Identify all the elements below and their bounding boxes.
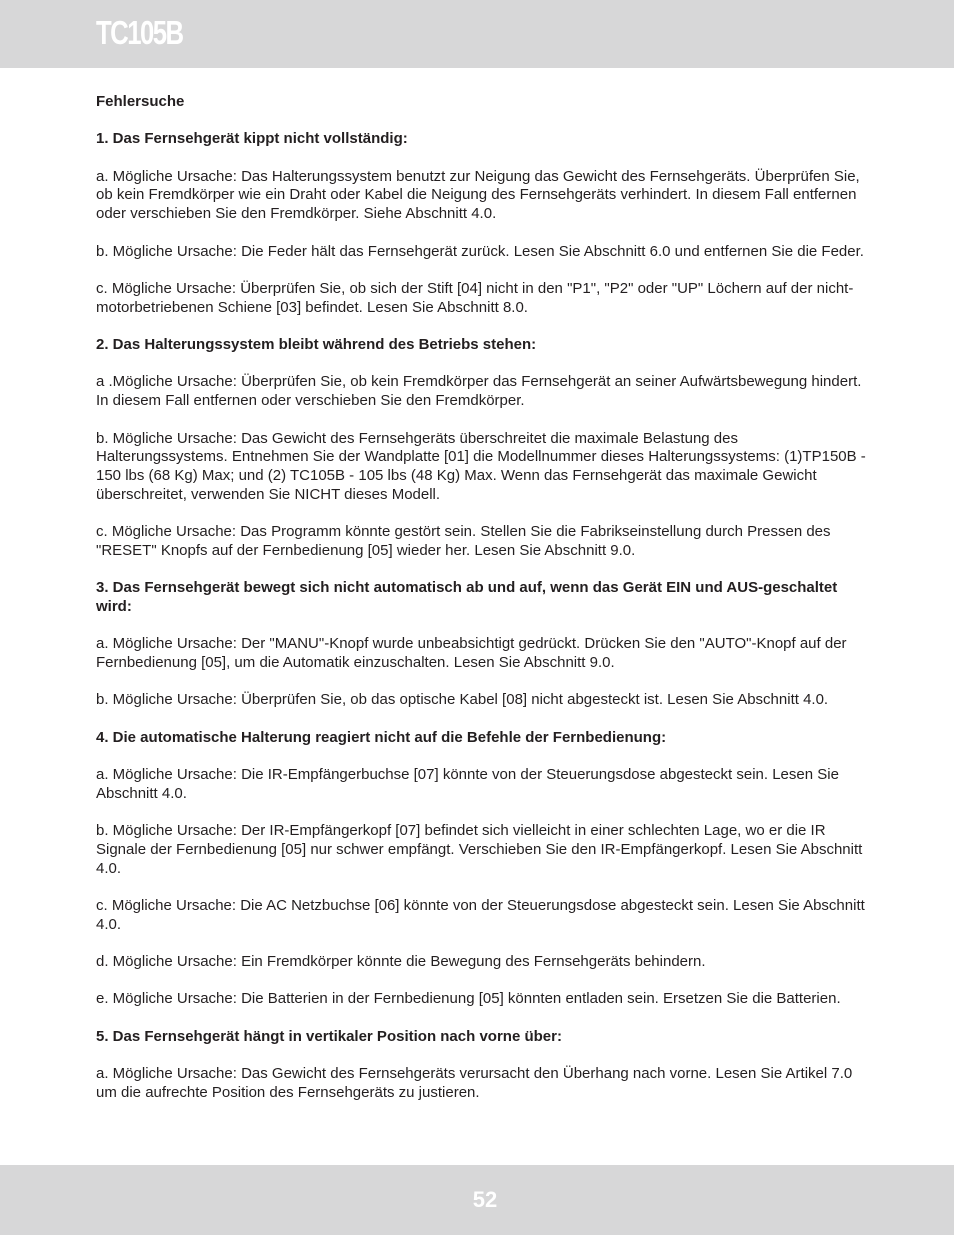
paragraph: a. Mögliche Ursache: Der "MANU"-Knopf wurde unbeabsichtigt gedrückt. Drücken Sie den "AUTO"-Knopf auf der Fernbedienung [05], um die Automatik einzuschalten. Lesen Sie Abschnitt 9.0. bbox=[96, 635, 847, 671]
page-number: 52 bbox=[472, 1187, 498, 1212]
paragraph: c. Mögliche Ursache: Die AC Netzbuchse [06] könnte von der Steuerungsdose abgesteckt sein. Lesen Sie Abschnitt 4.0. bbox=[96, 897, 865, 933]
paragraph: d. Mögliche Ursache: Ein Fremdkörper könnte die Bewegung des Fernsehgeräts behindern. bbox=[96, 953, 706, 971]
paragraph: a. Mögliche Ursache: Das Gewicht des Fernsehgeräts verursacht den Überhang nach vorne. Lesen Sie Artikel 7.0 um die aufrechte Position des Fernsehgeräts zu justieren. bbox=[96, 1065, 853, 1101]
model-name: TC105B bbox=[96, 14, 183, 51]
paragraph: a. Mögliche Ursache: Das Halterungssystem benutzt zur Neigung das Gewicht des Fernsehgeräts. Überprüfen Sie, ob kein Fremdkörper wie ein Draht oder Kabel die Neigung des Fernsehgeräts verhindert. In diesem Fall entfernen oder verschieben Sie den Fremdkörper. Siehe Abschnitt 4.0. bbox=[96, 167, 860, 223]
document-body bbox=[96, 93, 866, 1121]
section-heading: 3. Das Fernsehgerät bewegt sich nicht automatisch ab und auf, wenn das Gerät EIN und AUS-geschaltet wird: bbox=[96, 579, 838, 615]
section-heading: 5. Das Fernsehgerät hängt in vertikaler Position nach vorne über: bbox=[96, 1027, 562, 1045]
paragraph: a .Mögliche Ursache: Überprüfen Sie, ob kein Fremdkörper das Fernsehgerät an seiner Aufwärtsbewegung hindert. In diesem Fall entfernen oder verschieben Sie den Fremdkörper. bbox=[96, 373, 862, 410]
paragraph: b. Mögliche Ursache: Überprüfen Sie, ob das optische Kabel [08] nicht abgesteckt ist. Lesen Sie Abschnitt 4.0. bbox=[96, 691, 829, 709]
paragraph: a. Mögliche Ursache: Die IR-Empfängerbuchse [07] könnte von der Steuerungsdose abgesteckt sein. Lesen Sie Abschnitt 4.0. bbox=[96, 766, 839, 802]
page-footer bbox=[0, 1165, 954, 1235]
section-heading: 2. Das Halterungssystem bleibt während des Betriebs stehen: bbox=[96, 336, 537, 354]
paragraph: b. Mögliche Ursache: Das Gewicht des Fernsehgeräts überschreitet die maximale Belastung des Halterungssystems. Entnehmen Sie der Wandplatte [01] die Modellnummer dieses Halterungssystems: (1)TP150B - 150 lbs (68 Kg) Max; und (2) TC105B - 105 lbs (48 Kg) Max. Wenn das Fernsehgerät das maximale Gewicht überschreitet, verwenden Sie NICHT dieses Modell. bbox=[96, 429, 866, 503]
section-heading: 4. Die automatische Halterung reagiert nicht auf die Befehle der Fernbedienung: bbox=[96, 728, 667, 746]
paragraph: c. Mögliche Ursache: Überprüfen Sie, ob sich der Stift [04] nicht in den "P1", "P2" oder "UP" Löchern auf der nicht-motorbetriebenen Schiene [03] befindet. Lesen Sie Abschnitt 8.0. bbox=[96, 279, 854, 316]
paragraph: c. Mögliche Ursache: Das Programm könnte gestört sein. Stellen Sie die Fabrikseinstellung durch Pressen des "RESET" Knopfs auf der Fernbedienung [05] wieder her. Lesen Sie Abschnitt 9.0. bbox=[96, 523, 831, 559]
paragraph: b. Mögliche Ursache: Der IR-Empfängerkopf [07] befindet sich vielleicht in einer schlechten Lage, wo er die IR Signale der Fernbedienung [05] nur schwer empfängt. Verschieben Sie den IR-Empfängerkopf. Lesen Sie Abschnitt 4.0. bbox=[96, 822, 863, 877]
page-title: Fehlersuche bbox=[96, 93, 185, 110]
section-heading: 1. Das Fernsehgerät kippt nicht vollständig: bbox=[96, 130, 408, 148]
paragraph: b. Mögliche Ursache: Die Feder hält das Fernsehgerät zurück. Lesen Sie Abschnitt 6.0 und entfernen Sie die Feder. bbox=[96, 242, 864, 260]
paragraph: e. Mögliche Ursache: Die Batterien in der Fernbedienung [05] könnten entladen sein. Ersetzen Sie die Batterien. bbox=[96, 990, 841, 1008]
page-header bbox=[0, 0, 954, 68]
